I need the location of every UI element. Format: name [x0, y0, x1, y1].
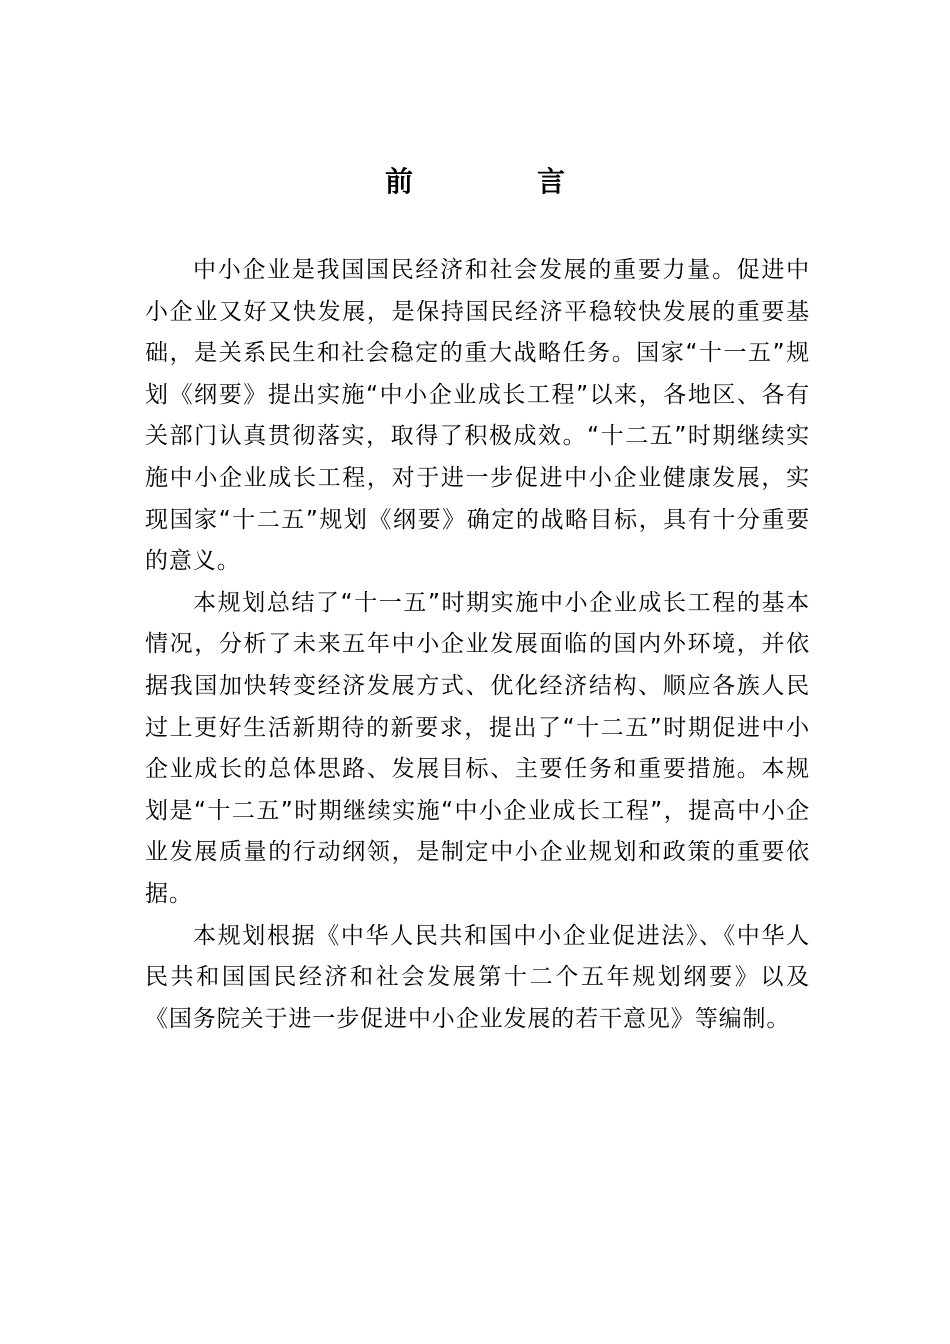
paragraph-1: 中小企业是我国国民经济和社会发展的重要力量。促进中小企业又好又快发展，是保持国民经济平稳较快发展的重要基础，是关系民生和社会稳定的重大战略任务。国家“十一五”规划《纲要》提出实施“中小企业成长工程”以来，各地区、各有关部门认真贯彻落实，取得了积极成效。“十二五”时期继续实施中小企业成长工程，对于进一步促进中小企业健康发展，实现国家“十二五”规划《纲要》确定的战略目标，具有十分重要的意义。 [145, 257, 810, 575]
paragraph-3: 本规划根据《中华人民共和国中小企业促进法》、《中华人民共和国国民经济和社会发展第十二个五年规划纲要》以及《国务院关于进一步促进中小企业发展的若干意见》等编制。 [145, 922, 810, 1032]
paragraph-2: 本规划总结了“十一五”时期实施中小企业成长工程的基本情况，分析了未来五年中小企业发展面临的国内外环境，并依据我国加快转变经济发展方式、优化经济结构、顺应各族人民过上更好生活新期待的新要求，提出了“十二五”时期促进中小企业成长的总体思路、发展目标、主要任务和重要措施。本规划是“十二五”时期继续实施“中小企业成长工程”，提高中小企业发展质量的行动纲领，是制定中小企业规划和政策的重要依据。 [145, 589, 810, 907]
preface-body [145, 250, 810, 1040]
page-title: 前 言 [384, 165, 613, 198]
